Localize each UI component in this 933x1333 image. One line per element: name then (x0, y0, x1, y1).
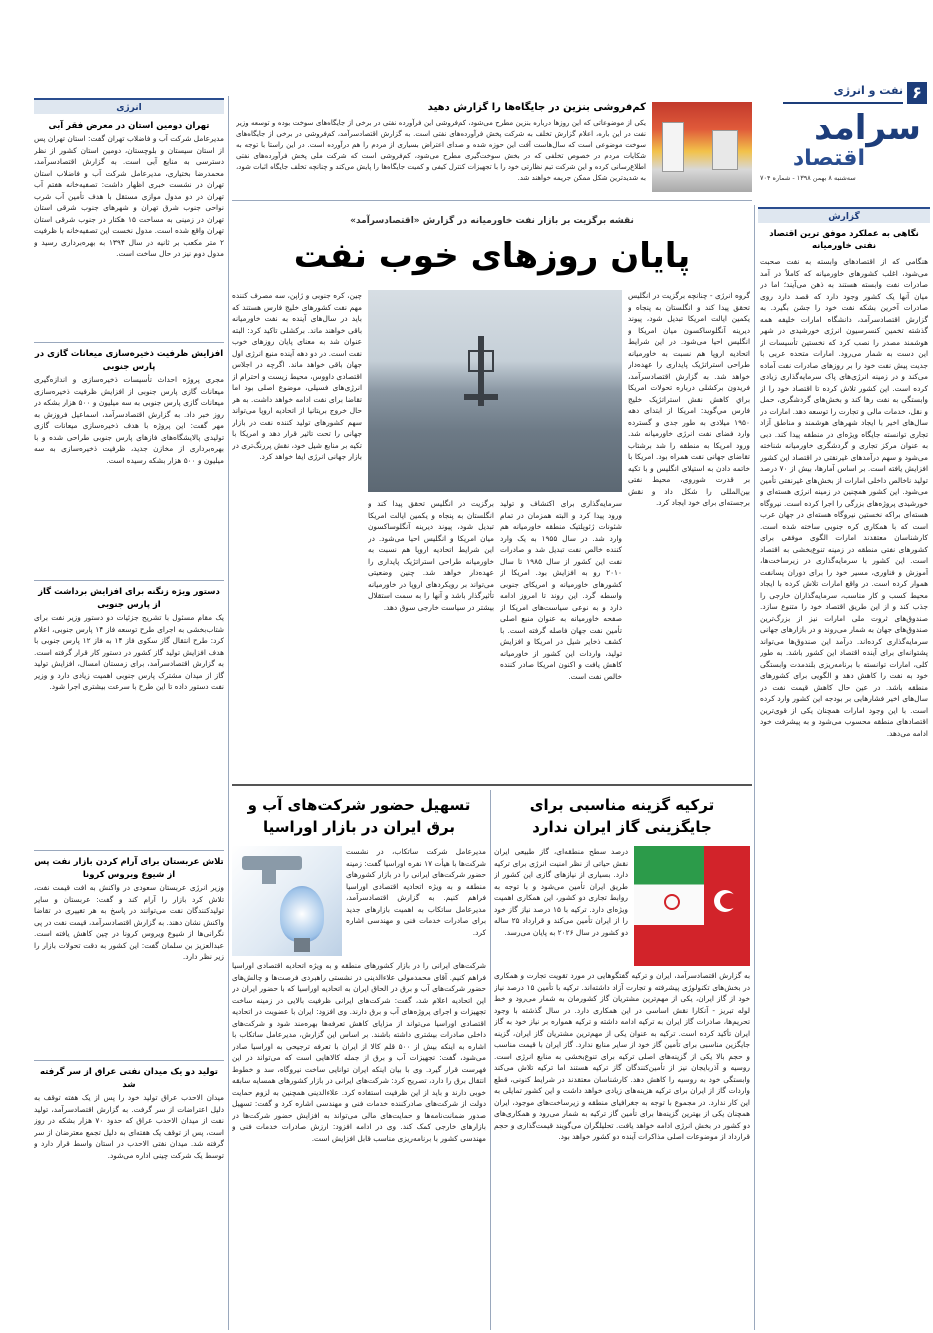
divider (754, 205, 755, 1330)
section-label: نفت و انرژی (833, 84, 903, 97)
logo-line2: اقتصاد (792, 146, 865, 171)
divider (232, 784, 752, 786)
left-item-3: دستور ویژه زنگنه برای افزایش برداشت گاز از پارس جنوبی یک مقام مسئول با تشریح جزئیات دو دستور وزیر نفت برای شتاب‌بخشی به اجرای طرح توسعه فاز ۱۴ پارس جنوبی، اعلام کرد: طرح انتقال گاز سکوی فاز ۱۴ به فاز ۱۲ پارس جنوبی با هدف افزایش تولید گاز کشور در دستور کار قرار گرفته است. به گزارش اقتصادسرآمد، برای زمستان امسال، افزایش تولید گاز از میدان مشترک پارس جنوبی اهمیت زیادی دارد و وزیر نفت دستور داده تا این طرح با سرعت بیشتری اجرا شود. (34, 587, 224, 691)
divider (490, 790, 491, 1330)
right-column-header: گزارش (758, 207, 930, 223)
top-news-body: یکی از موضوعاتی که این روزها درباره بنزین مطرح می‌شود، کم‌فروشی این فرآورده نفتی در برخی از جایگاه‌های سوخت بوده و توسعه وزیر نفت در این باره، اعلام گزارش تخلف به شرکت پخش فرآورده‌های نفتی است. به گزارش اقتصادسرآمد، کم‌فروشی در برخی از جایگاه‌های سوخت موضوعی است که سال‌هاست آفت این حوزه شده و صدای اعتراض بسیاری از مردم را هم درآورده است. در این راستا با توجه به شکایات مردم در خصوص تخلفی که در بخش سوخت‌گیری مطرح می‌شود، کم‌فروشی است که شرکت ملی پخش فرآورده‌های نفتی اطلاع‌رسانی کرده و این شرکت تیم نظارتی خود را با تجهیزات کنترل کیفی و کمیت جایگاه‌ها را پایش می‌کند و چنانچه تخلف جایگاه اثبات شود، به شدیدترین شکل ممکن جریمه خواهند شد. (236, 119, 646, 182)
top-news-photo (652, 102, 752, 192)
left-item-2: افزایش ظرفیت ذخیره‌سازی میعانات گازی در پارس جنوبی مجری پروژه احداث تأسیسات ذخیره‌سازی و اندازه‌گیری میعانات گازی پارس جنوبی از افزایش ظرفیت ذخیره‌سازی میعانات گازی پارس جنوبی به سه میلیون و ۵۰۰ هزار بشکه در روز خبر داد. به گزارش اقتصادسرآمد، اسماعیل فروزش به مهر گفت: این پروژه با هدف ذخیره‌سازی میعانات گازی تولیدی پالایشگاه‌های فازهای پارس جنوبی طراحی شده و با بهره‌برداری از مخازن جدید، ظرفیت ذخیره‌سازی به سه میلیون و ۵۰۰ هزار بشکه رسیده است. (34, 349, 224, 465)
gas-title: ترکیه گزینه مناسبی برای جایگزینی گاز ایران ندارد (529, 796, 715, 836)
water-title: تسهیل حضور شرکت‌های آب و برق ایران در بازار اوراسیا (247, 796, 471, 836)
gas-body-short: درصد سطح منطقه‌ای، گاز طبیعی ایران نقش حیاتی از نظر امنیت انرژی برای ترکیه دارد. بسیاری از نیازهای گازی این کشور از طریق ایران تأمین می‌شود و با توجه به روابط تجاری دو کشور، این همکاری اهمیت ویژه‌ای دارد. ترکیه با ۱۵ درصد نیاز گاز خود را از ایران تأمین می‌کند و قرارداد ۲۵ ساله دو کشور در سال ۲۰۲۶ به پایان می‌رسد. (494, 847, 628, 937)
gas-body: به گزارش اقتصادسرآمد، ایران و ترکیه گفتگوهایی در مورد تقویت تجارت و همکاری در بخش‌های تکنولوژی پیشرفته و تجارت آزاد داشته‌اند. ترکیه با تأمین ۱۵ درصد نیاز خود از گاز ایران، یکی از مهم‌ترین مشتریان گاز کشورمان به شمار می‌رود و خط لوله تبریز - آنکارا نقش اساسی در این همکاری دارد. در سال گذشته با وجود تحریم‌ها، صادرات گاز ایران به ترکیه ادامه داشته و ترکیه همواره بر نیاز خود به گاز ایران تأکید کرده است. ترکیه به عنوان یکی از مهم‌ترین مشتریان گاز ایران، گزینه جایگزین مناسبی برای تأمین گاز خود از سایر منابع ندارد. گاز ایران با قیمت مناسب و حجم بالا یکی از گزینه‌های اصلی ترکیه برای تنوع‌بخشی به منابع انرژی است. روسیه و آذربایجان نیز از تأمین‌کنندگان گاز ترکیه هستند اما ترکیه تلاش می‌کند وابستگی خود به روسیه را کاهش دهد. کارشناسان معتقدند در شرایط کنونی، قطع واردات گاز از ایران برای ترکیه هزینه‌های زیادی خواهد داشت و این کشور تمایلی به این کار ندارد. در مجموع با توجه به جغرافیای منطقه و زیرساخت‌های موجود، ایران همچنان یکی از بهترین گزینه‌ها برای تأمین گاز ترکیه به شمار می‌رود و همکاری‌های دو کشور در بخش انرژی ادامه خواهد یافت. تحلیلگران می‌گویند قیمت‌گذاری و حجم قرارداد از موضوعات اصلی مذاکرات آینده دو کشور خواهد بود. (494, 971, 750, 1141)
divider (34, 342, 224, 343)
left-item-1: تهران دومین استان در معرض فقر آبی مدیرعامل شرکت آب و فاضلاب تهران گفت: استان تهران پس از استان سیستان و بلوچستان، دومین استان کشور از نظر دسترسی به منابع آبی است. به گزارش اقتصادسرآمد، محمدرضا بختیاری، مدیرعامل شرکت آب و فاضلاب استان تهران در نشست خبری اظهار داشت: تصفیه‌خانه هفتم آب تهران در دو مدول موازی مستقل با هدف تأمین آب شرب نواحی جنوب شرق تهران و شهرهای جنوب شرقی استان تهران در زمینی به مساحت ۱۵ هکتار در جنوب شرقی استان تهران واقع شده است. مدول نخست این تصفیه‌خانه با ظرفیت ۲ متر مکعب بر ثانیه در سال ۱۳۹۴ به بهره‌برداری رسید و مدول دوم نیز در حال ساخت است. (34, 121, 224, 258)
left-column-header: انرژی (34, 98, 224, 114)
lead-photo (368, 290, 622, 492)
water-photo (232, 846, 342, 956)
lead-col1: گروه انرژی - چنانچه برگزیت در انگلیس تحقق پیدا کند و انگلستان به پنجاه و یکمین ایالت امریکا تبدیل شود، پیوند دیرینه آنگلوساکسون میان امریکا و انگلیس احیا می‌شود. در این شرایط اتحادیه اروپا هم نسبت به خاورمیانه طراحی استراتژیک پایداری را عهده‌دار خواهد شد. به گزارش اقتصادسرآمد، فریدون برکشلی درباره تحولات امریکا براي کاهش نقش استراتژیک خليج فارس مي‌گويد: امريكا از ابتدای دهه ۱۹۵۰ میلادی به طور جدی و گسترده وارد فضای نفت انرژی خاورمیانه شد. ورود امریکا به منطقه را شد برشتاب تقاضای جهانی نفت همراه بود. امریکا با خاتمه دادن به استیلای انگلیس و با تکیه بر قدرت شوروی، محیط نفتی بین‌المللی را شکل داد و نقش برجسته‌ای برای خود ایجاد کرد. (628, 291, 750, 507)
divider (232, 200, 752, 201)
divider (228, 96, 229, 1330)
lead-title: پایان روزهای خوب نفت (293, 236, 691, 276)
logo-line1: سرامد (814, 108, 921, 148)
issue-info: سه‌شنبه ۸ بهمن ۱۳۹۸ - شماره ۷۰۴ (760, 174, 856, 182)
top-news-title: کم‌فروشی بنزین در جایگاه‌ها را گزارش دهید (427, 102, 646, 113)
gas-photo (634, 846, 750, 966)
right-column-title: نگاهی به عملکرد موفق ترین اقتصاد نفتی خاورمیانه (769, 229, 919, 251)
logo (760, 108, 925, 188)
page-number: ۶ (907, 82, 927, 104)
divider (34, 1060, 224, 1061)
divider (34, 850, 224, 851)
divider (34, 580, 224, 581)
lead-col4: چین، کره جنوبی و ژاپن، سه مصرف کننده مهم نفت کشورهای خلیج فارس هستند که باید در سال‌های آینده به نفت خاورمیانه باقی خواهند ماند. برکشلی تاکید کرد: البته عنوان شد به معنای پایان روزهای خوب نفت است. در دو دهه آینده منبع انرژی اول جهان باقی خواهد ماند. اگرچه در اجلاس اقتصادی داووس، محیط زیست و احترام از انرژی‌های فسیلی، موضوع اصلی بود اما تقاضا برای نفت ادامه خواهد داشت. به هر حال خروج بریتانیا از اتحادیه اروپا می‌تواند سهم کشورهای تولید کننده نفت در بازار جهانی را تحت تاثیر قرار دهد و امریکا با تکیه بر منابع شیل خود، نقش پررنگ‌تری در بازار جهانی انرژی ایفا خواهد کرد. (232, 291, 362, 461)
left-item-5: تولید دو یک میدان نفتی عراق از سر گرفته شد میدان الاحدب عراق تولید خود را پس از یک هفته توقف به دلیل اعتراضات از سر گرفت. به گزارش اقتصادسرآمد، تولید نفت از میدان الاحدب عراق که حدود ۷۰ هزار بشکه در روز است، پس از توقف یک هفته‌ای به دلیل تجمع معترضان از سر گرفته شد. میدان نفتی الاحدب در استان واسط قرار دارد و توسط یک شرکت چینی اداره می‌شود. (34, 1067, 224, 1160)
lead-col2: سرمایه‌گذاری برای اکتشاف و تولید ورود پیدا کرد و البته همزمان در تمام شئونات ژئوپلتیک منطقه خاورمیانه هم وارد شد. در سال ۱۹۵۵ به یک وارد کننده خالص نفت تبدیل شد و صادرات نفت این کشور از سال ۱۹۸۵ تا سال ۲۰۱۰ رو به افزایش بود. امریکا از کشورهای خاورمیانه و امریکای جنوبی واسطه گرد. این روند تا امروز ادامه دارد و به نوعی سیاست‌های امریکا از صفحه خاورمیانه به عنوان منبع اصلی تأمین نفت جهان فاصله گرفته است. با کشف ذخایر شیل در امریکا و افزایش تولید، واردات این کشور از خاورمیانه کاهش یافت و اکنون امریکا صادر کننده خالص نفت است. (500, 499, 622, 681)
lead-col3: برگزیت در انگلیس تحقق پیدا کند و انگلستان به پنجاه و یکمین ایالت امریکا تبدیل شود، پیوند دیرینه آنگلوساکسون میان امریکا و انگلیس احیا می‌شود. در این شرایط اتحادیه اروپا هم نسبت به خاورمیانه طراحی استراتژیک پایداری را عهده‌دار خواهد شد. چنین وضعیتی می‌تواند بر رویکردهای اروپا در خاورمیانه تأثیرگذار باشد و آنها را به سمت استقلال بیشتر در سیاست خارجی سوق دهد. (368, 499, 494, 612)
right-column-body: هنگامی که از اقتصادهای وابسته به نفت صحبت می‌شود، اغلب کشورهای خاورمیانه که کاملاً در آمد صادرات نفت وابسته هستند به ذهن می‌آیند؛ اما در میان آنها یک کشور وجود دارد که قصد دارد روی صادرات آخرین بشکه نفت خود را جشن بگیرد. به گزارش اقتصادسرآمد، دانشگاه امارات خلیفه همه گذشته تخمین کنسرسیون انرژی خورشیدی در شهر هوشمند مصدر را نصب کرد که نخستین تأسیسات از این دست به شمار می‌رود. امارات متحده عربی با جدیت پیش نفت خود را بر روزهای صادرات نفت آماده می‌کند و در زمینه انرژی‌های پاک سرمایه‌گذاری زیادی کرده است. این کشور تلاش کرده تا اقتصاد خود را از وابستگی به نفت رها کند و بخش‌های گردشگری، حمل و نقل، خدمات مالی و تجارت را توسعه دهد. امارات در سال‌های اخیر با ایجاد شهرهای هوشمند و مناطق آزاد تجاری توانسته جایگاه ویژه‌ای در منطقه پیدا کند. دبی به عنوان مرکز تجاری و گردشگری خاورمیانه شناخته می‌شود و سهم درآمدهای غیرنفتی در اقتصاد این کشور افزایش یافته است. بر اساس آمارها، بیش از ۷۰ درصد تولید ناخالص داخلی امارات از بخش‌های غیرنفتی تأمین می‌شود. این کشور همچنین در زمینه انرژی هسته‌ای و خورشیدی پروژه‌های بزرگی را اجرا کرده است. نیروگاه هسته‌ای براکه نخستین نیروگاه هسته‌ای در جهان عرب است که با همکاری کره جنوبی ساخته شده است. کارشناسان معتقدند امارات الگوی موفقی برای کشورهای نفتی منطقه در زمینه تنوع‌بخشی به اقتصاد است. این کشور با سرمایه‌گذاری در زیرساخت‌ها، آموزش و فناوری، مسیر خود را برای دوران پسانفت هموار کرده است. در واقع امارات تلاش کرده با ایجاد محیط کسب و کار مناسب، سرمایه‌گذاران خارجی را جذب کند و از این طریق اقتصاد خود را متنوع سازد. صندوق‌های ثروت ملی امارات نیز از بزرگ‌ترین صندوق‌های جهان به شمار می‌روند و در بازارهای جهانی سرمایه‌گذاری کرده‌اند. درآمد این صندوق‌ها می‌تواند پشتوانه‌ای برای آینده اقتصاد این کشور باشد. به طور کلی، امارات توانسته با برنامه‌ریزی بلندمدت وابستگی خود به نفت را کاهش دهد و الگویی برای کشورهای منطقه باشد. در عین حال کاهش قیمت نفت در سال‌های اخیر فشارهایی بر بودجه این کشور وارد کرده است. با این وجود امارات همچنان یکی از قوی‌ترین اقتصادهای منطقه محسوب می‌شود و به پیشرفت خود ادامه می‌دهد. (760, 257, 928, 738)
water-body-short: مدیرعامل شرکت ساتکاب، در نشست شرکت‌ها با هیأت ۱۷ نفره اوراسیا گفت: زمینه حضور شرکت‌های ایرانی را در بازار کشورهای منطقه و به ویژه اتحادیه اقتصادی اوراسیا فراهم کنیم. به گزارش اقتصادسرآمد، مدیرعامل ساتکاب به اهمیت بازارهای جدید برای صادرات خدمات فنی و مهندسی اشاره کرد. (346, 847, 486, 937)
masthead (754, 78, 933, 198)
section-underline (783, 102, 903, 104)
water-body: شرکت‌های ایرانی را در بازار کشورهای منطقه و به ویژه اتحادیه اقتصادی اوراسیا فراهم کنیم. آقای محمدمولی علاءالدینی در نشستی راهبردی فرصت‌ها و چالش‌های حضور شرکت‌های آب و برق در الحاق ایران به اتحادیه اوراسیا که با حضور ایران در این اتحادیه اعلام شد، گفت: شرکت‌های ایرانی ظرفیت بالایی در زمینه ساخت تجهیزات و اجرای پروژه‌های آب و برق دارند. وی افزود: ایران با عضویت در اتحادیه اقتصادی اوراسیا می‌تواند از مزایای کاهش تعرفه‌ها بهره‌مند شود و شرکت‌های داخلی صادرات بیشتری داشته باشند. بر اساس این گزارش، مدیرعامل ساتکاب با اشاره به اینکه بیش از ۵۰۰ قلم کالا از ایران با تعرفه ترجیحی به اوراسیا صادر می‌شود، گفت: تجهیزات آب و برق از جمله کالاهایی است که می‌تواند در این فهرست قرار گیرد. وی با بیان اینکه ایران توانایی ساخت نیروگاه، سد و خطوط انتقال برق را دارد، تصریح کرد: شرکت‌های ایرانی در بازار کشورهای همسایه سابقه خوبی دارند و باید از این ظرفیت استفاده کرد. علاءالدینی همچنین به لزوم حمایت دولت از شرکت‌های صادرکننده خدمات فنی و مهندسی اشاره کرد و گفت: تسهیل صدور ضمانت‌نامه‌ها و حمایت‌های مالی می‌تواند به افزایش حضور شرکت‌ها در بازارهای خارجی کمک کند. وی در ادامه افزود: ارزش صادرات خدمات فنی و مهندسی کشور با برنامه‌ریزی مناسب قابل افزایش است. (232, 961, 486, 1143)
lead-kicker: نقشه برگزیت بر بازار نفت خاورمیانه در گزارش «اقتصادسرآمد» (350, 216, 634, 226)
top-news (232, 102, 752, 196)
left-item-4: تلاش عربستان برای آرام کردن بازار نفت پس از شیوع ویروس کرونا وزیر انرژی عربستان سعودی در واکنش به افت قیمت نفت، تلاش کرد بازار را آرام کند و گفت: عربستان و سایر تولیدکنندگان نفت می‌توانند در پاسخ به هر تغییری در تقاضا واکنش نشان دهند. به گزارش اقتصادسرآمد، قیمت نفت در پی نگرانی‌ها از شیوع ویروس کرونا در چین کاهش یافته است. عبدالعزیز بن سلمان گفت: این کشور به دقت تحولات بازار را زیر نظر دارد. (34, 857, 224, 961)
